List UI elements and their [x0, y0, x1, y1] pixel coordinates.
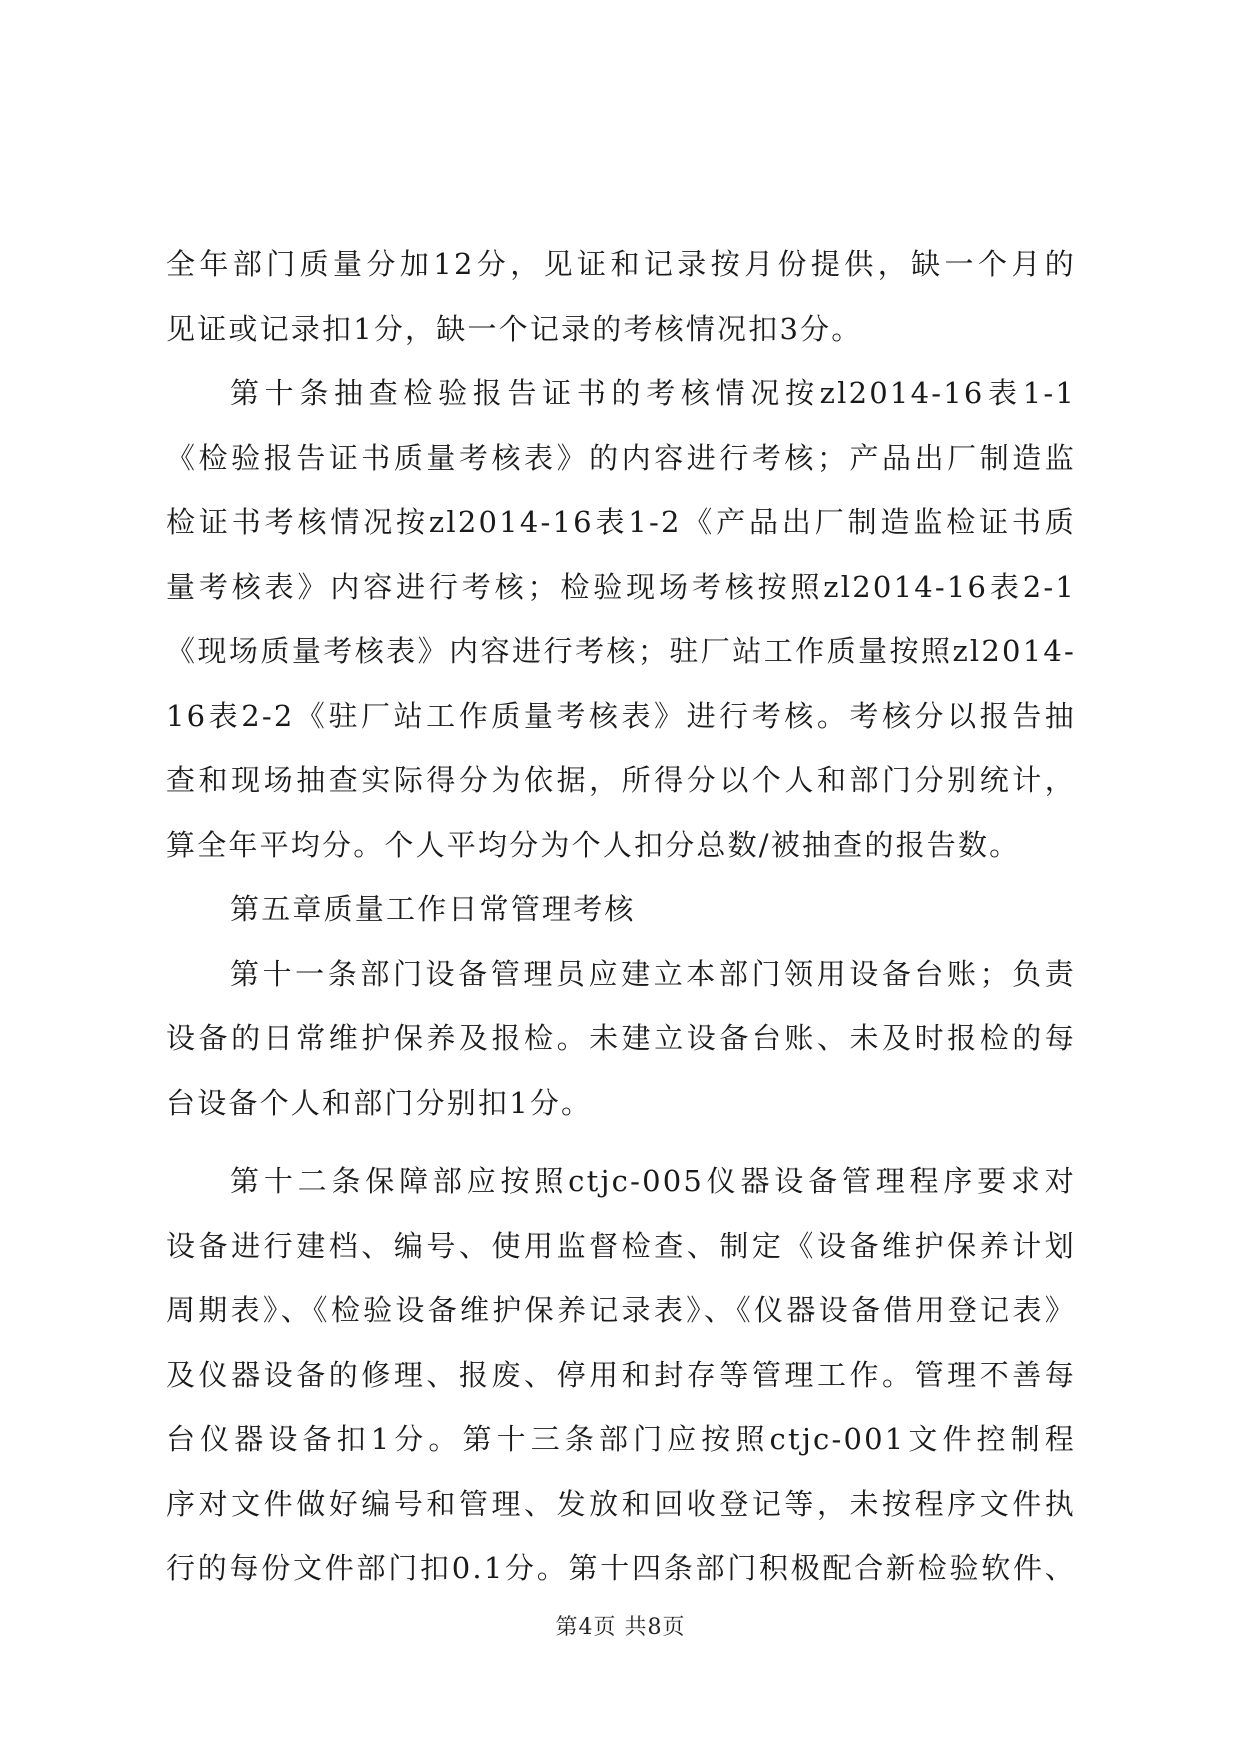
text-line: 及仪器设备的修理、报废、停用和封存等管理工作。管理不善每 — [166, 1357, 1076, 1392]
text-line: 查和现场抽查实际得分为依据，所得分以个人和部门分别统计， — [166, 763, 1076, 797]
text-line: 序对文件做好编号和管理、发放和回收登记等，未按程序文件执 — [166, 1486, 1076, 1521]
text-line: 算全年平均分。个人平均分为个人扣分总数/被抽查的报告数。 — [166, 827, 1021, 862]
text-line: 台设备个人和部门分别扣1分。 — [166, 1085, 593, 1120]
text-line: 行的每份文件部门扣0.1分。第十四条部门积极配合新检验软件、 — [166, 1551, 1076, 1585]
text-line: 《现场质量考核表》内容进行考核；驻厂站工作质量按照zl2014- — [166, 634, 1076, 668]
text-line: 台仪器设备扣1分。第十三条部门应按照ctjc-001文件控制程 — [166, 1422, 1076, 1456]
paragraph-article-12-start: 第十二条保障部应按照ctjc-005仪器设备管理程序要求对 — [230, 1164, 1076, 1198]
chapter-heading: 第五章质量工作日常管理考核 — [230, 892, 636, 926]
document-body — [166, 232, 1076, 1601]
text-line: 检证书考核情况按zl2014-16表1-2《产品出厂制造监检证书质 — [166, 505, 1076, 539]
text-line: 周期表》、《检验设备维护保养记录表》、《仪器设备借用登记表》 — [166, 1293, 1076, 1327]
text-line: 《检验报告证书质量考核表》的内容进行考核；产品出厂制造监 — [166, 440, 1076, 475]
text-line: 16表2-2《驻厂站工作质量考核表》进行考核。考核分以报告抽 — [166, 698, 1076, 733]
page-number-footer: 第4页 共8页 — [555, 1615, 686, 1640]
text-line: 全年部门质量分加12分，见证和记录按月份提供，缺一个月的 — [166, 247, 1076, 281]
paragraph-article-10-start: 第十条抽查检验报告证书的考核情况按zl2014-16表1-1 — [230, 376, 1076, 410]
text-line: 设备的日常维护保养及报检。未建立设备台账、未及时报检的每 — [166, 1021, 1076, 1055]
text-line: 设备进行建档、编号、使用监督检查、制定《设备维护保养计划 — [166, 1228, 1076, 1263]
paragraph-article-11-start: 第十一条部门设备管理员应建立本部门领用设备台账；负责 — [230, 956, 1076, 991]
text-line: 量考核表》内容进行考核；检验现场考核按照zl2014-16表2-1 — [166, 569, 1076, 604]
text-line: 见证或记录扣1分，缺一个记录的考核情况扣3分。 — [166, 311, 863, 346]
